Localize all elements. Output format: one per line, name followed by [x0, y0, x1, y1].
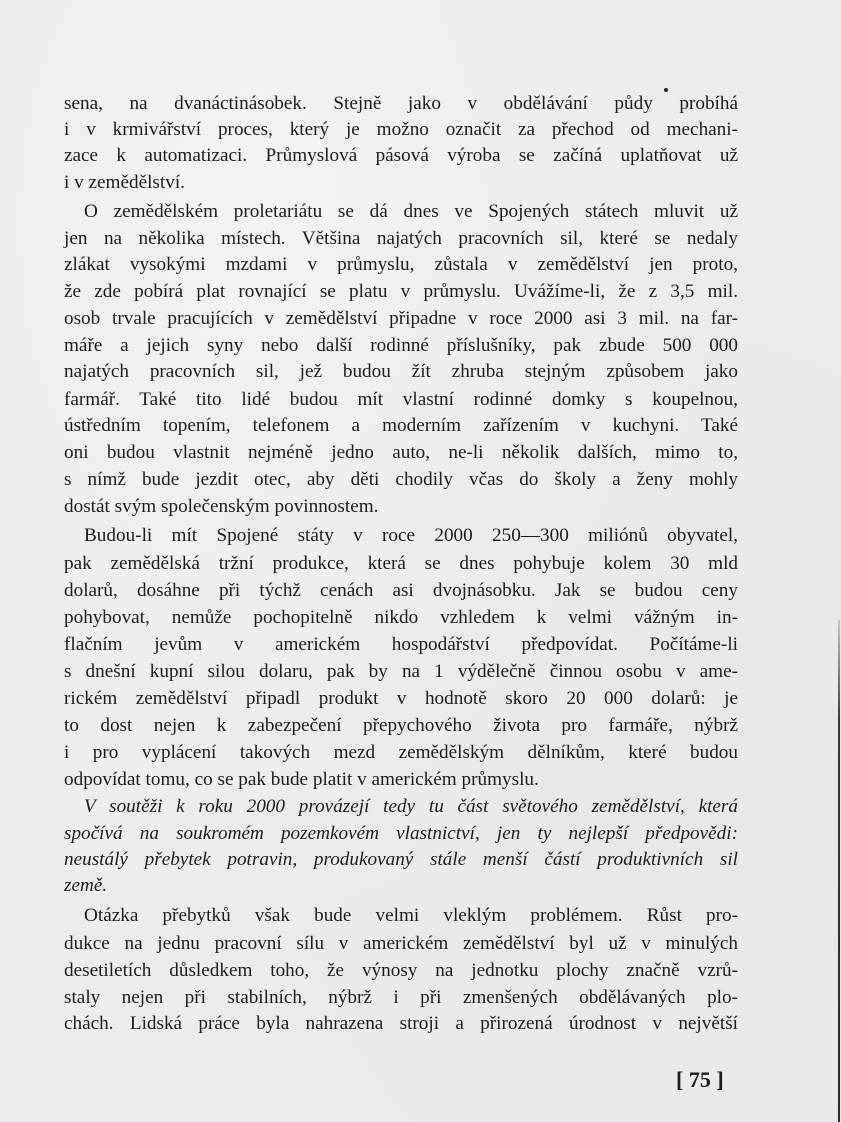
text-line: dolarů, dosáhne při týchž cenách asi dvojnásobku. Jak se budou ceny	[64, 580, 738, 601]
text-line: osob trvale pracujících v zemědělství připadne v roce 2000 asi 3 mil. na far-	[64, 308, 738, 329]
text-line: zace k automatizaci. Průmyslová pásová výroba se začíná uplatňovat už	[64, 145, 738, 166]
text-line: oni budou vlastnit nejméně jedno auto, ne-li několik dalších, mimo to,	[64, 442, 738, 463]
text-line: desetiletích důsledkem toho, že výnosy na jednotku plochy značně vzrů-	[64, 960, 738, 981]
text-line: chách. Lidská práce byla nahrazena stroji a přirozená úrodnost v největší	[64, 1013, 738, 1034]
page-edge-shadow	[838, 620, 840, 1122]
text-line: dostát svým společenským povinnostem.	[64, 496, 379, 517]
text-line: Otázka přebytků však bude velmi vleklým problémem. Růst pro-	[84, 905, 738, 926]
text-line: staly nejen při stabilních, nýbrž i při zmenšených obdělávaných plo-	[64, 987, 738, 1008]
text-line: dukce na jednu pracovní sílu v americkém zemědělství byl už v minulých	[64, 933, 738, 954]
text-line: že zde pobírá plat rovnající se platu v průmyslu. Uvážíme-li, že z 3,5 mil.	[64, 281, 738, 302]
text-line: najatých pracovních sil, jež budou žít zhruba stejným způsobem jako	[64, 361, 738, 382]
text-line: flačním jevům v americkém hospodářství předpovídat. Počítáme-li	[64, 634, 738, 655]
text-line-italic: V soutěži k roku 2000 provázejí tedy tu část světového zemědělství, která	[84, 796, 738, 817]
text-line: to dost nejen k zabezpečení přepychového života pro farmáře, nýbrž	[64, 715, 738, 736]
text-line: máře a jejich syny nebo další rodinné příslušníky, pak zbude 500 000	[64, 335, 738, 356]
text-line: Budou-li mít Spojené státy v roce 2000 250—300 miliónů obyvatel,	[84, 525, 738, 546]
text-line: sena, na dvanáctinásobek. Stejně jako v obdělávání půdy probíhá	[64, 93, 738, 114]
text-line: i v krmivářství proces, který je možno označit za přechod od mechani-	[64, 119, 738, 140]
text-line: i pro vyplácení takových mezd zemědělským dělníkům, které budou	[64, 742, 738, 763]
text-line: rickém zemědělství připadl produkt v hodnotě skoro 20 000 dolarů: je	[64, 688, 738, 709]
text-line: pak zemědělská tržní produkce, která se dnes pohybuje kolem 30 mld	[64, 553, 738, 574]
text-line: s nímž bude jezdit otec, aby děti chodily včas do školy a ženy mohly	[64, 469, 738, 490]
text-line: O zemědělském proletariátu se dá dnes ve Spojených státech mluvit už	[84, 201, 738, 222]
text-line: odpovídat tomu, co se pak bude platit v americkém průmyslu.	[64, 769, 539, 790]
text-line: s dnešní kupní silou dolaru, pak by na 1 výdělečně činnou osobu v ame-	[64, 661, 738, 682]
text-line-italic: spočívá na soukromém pozemkovém vlastnictví, jen ty nejlepší předpovědi:	[64, 823, 738, 844]
text-line-italic: neustálý přebytek potravin, produkovaný stále menší částí produktivních sil	[64, 849, 738, 870]
text-line: pohybovat, nemůže pochopitelně nikdo vzhledem k velmi vážným in-	[64, 607, 738, 628]
text-line: farmář. Také tito lidé budou mít vlastní rodinné domky s koupelnou,	[64, 389, 738, 410]
text-line: ústředním topením, telefonem a moderním zařízením v kuchyni. Také	[64, 415, 738, 436]
text-line: jen na několika místech. Většina najatých pracovních sil, které se nedaly	[64, 228, 738, 249]
page-number: [ 75 ]	[676, 1067, 724, 1092]
text-line: i v zemědělství.	[64, 172, 185, 193]
text-line: zlákat vysokými mzdami v průmyslu, zůstala v zemědělství jen proto,	[64, 254, 738, 275]
text-line-italic: země.	[64, 875, 108, 896]
